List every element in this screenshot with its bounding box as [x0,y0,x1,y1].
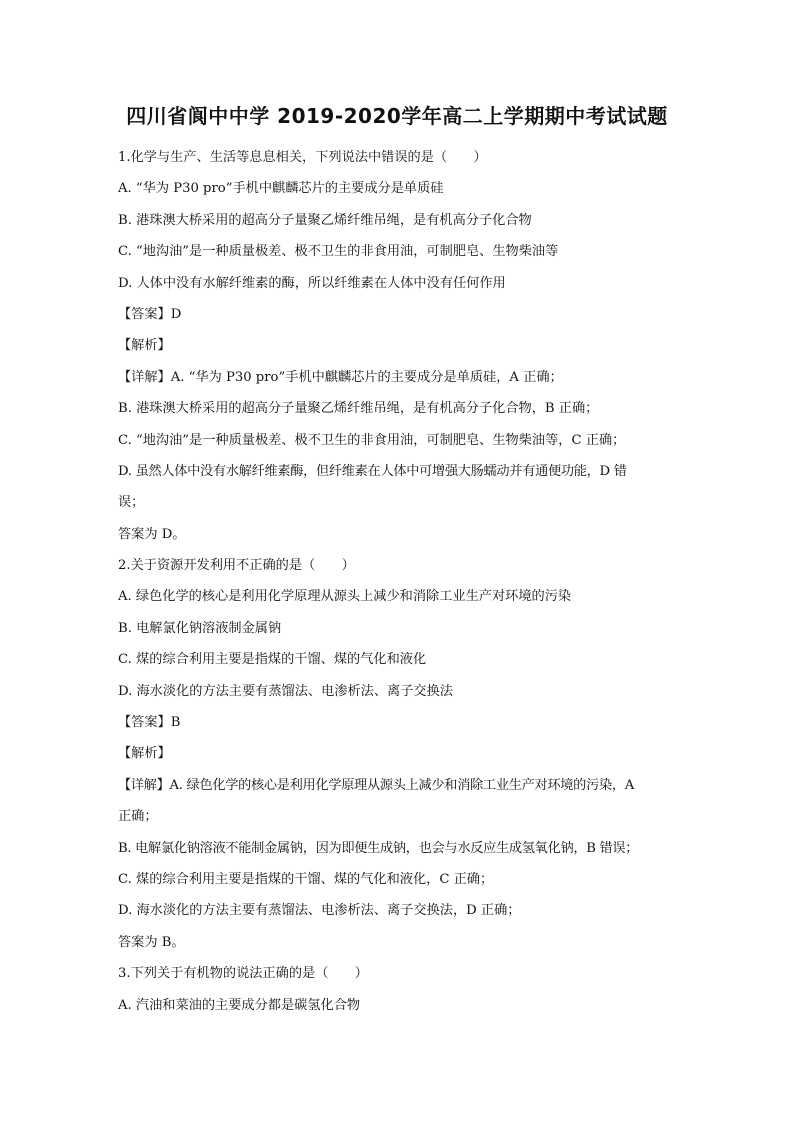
question-1-option-c: C. “地沟油”是一种质量极差、极不卫生的非食用油，可制肥皂、生物柴油等 [118,244,559,260]
question-2-detail-d: D. 海水淡化的方法主要有蒸馏法、电渗析法、离子交换法，D 正确； [118,903,521,919]
question-2-detail-a-continued: 正确； [118,809,158,825]
question-1-analysis-heading: 【解析】 [118,338,171,354]
question-1-option-d: D. 人体中没有水解纤维素的酶，所以纤维素在人体中没有任何作用 [118,275,506,291]
question-1-option-a: A. “华为 P30 pro”手机中麒麟芯片的主要成分是单质硅 [118,181,444,197]
question-2-answer: 【答案】B [118,715,181,731]
question-1-detail-c: C. “地沟油”是一种质量极差、极不卫生的非食用油，可制肥皂、生物柴油等，C 正确； [118,432,626,448]
question-3-stem: 3.下列关于有机物的说法正确的是（ ） [118,966,368,982]
question-3-option-a: A. 汽油和菜油的主要成分都是碳氢化合物 [118,997,361,1013]
question-2-analysis-heading: 【解析】 [118,746,171,762]
question-2-option-c: C. 煤的综合利用主要是指煤的干馏、煤的气化和液化 [118,652,427,668]
question-2-option-a: A. 绿色化学的核心是利用化学原理从源头上减少和消除工业生产对环境的污染 [118,589,572,605]
question-1-detail-a: 【详解】A. “华为 P30 pro”手机中麒麟芯片的主要成分是单质硅，A 正确； [118,369,563,385]
question-1-detail-b: B. 港珠澳大桥采用的超高分子量聚乙烯纤维吊绳，是有机高分子化合物，B 正确； [118,401,599,417]
question-2-stem: 2.关于资源开发利用不正确的是（ ） [118,558,355,574]
question-1-stem: 1.化学与生产、生活等息息相关，下列说法中错误的是（ ） [118,150,487,165]
question-2-conclusion: 答案为 B。 [118,934,185,950]
question-2-option-b: B. 电解氯化钠溶液制金属钠 [118,620,282,636]
question-1-answer: 【答案】D [118,306,182,322]
question-2-detail-b: B. 电解氯化钠溶液不能制金属钠，因为即便生成钠，也会与水反应生成氢氧化钠，B 错误； [118,840,639,856]
document-title: 四川省阆中中学 2019-2020学年高二上学期期中考试试题 [126,104,668,128]
question-1-option-b: B. 港珠澳大桥采用的超高分子量聚乙烯纤维吊绳，是有机高分子化合物 [118,212,532,228]
question-2-detail-a: 【详解】A. 绿色化学的核心是利用化学原理从源头上减少和消除工业生产对环境的污染，A [118,777,634,793]
question-2-option-d: D. 海水淡化的方法主要有蒸馏法、电渗析法、离子交换法 [118,683,453,699]
question-2-detail-c: C. 煤的综合利用主要是指煤的干馏、煤的气化和液化，C 正确； [118,871,494,887]
question-1-detail-d-continued: 误； [118,495,145,511]
question-1-conclusion: 答案为 D。 [118,526,186,542]
document-body [118,142,678,1021]
question-1-detail-d: D. 虽然人体中没有水解纤维素酶，但纤维素在人体中可增强大肠蠕动并有通便功能，D 错 [118,463,627,479]
